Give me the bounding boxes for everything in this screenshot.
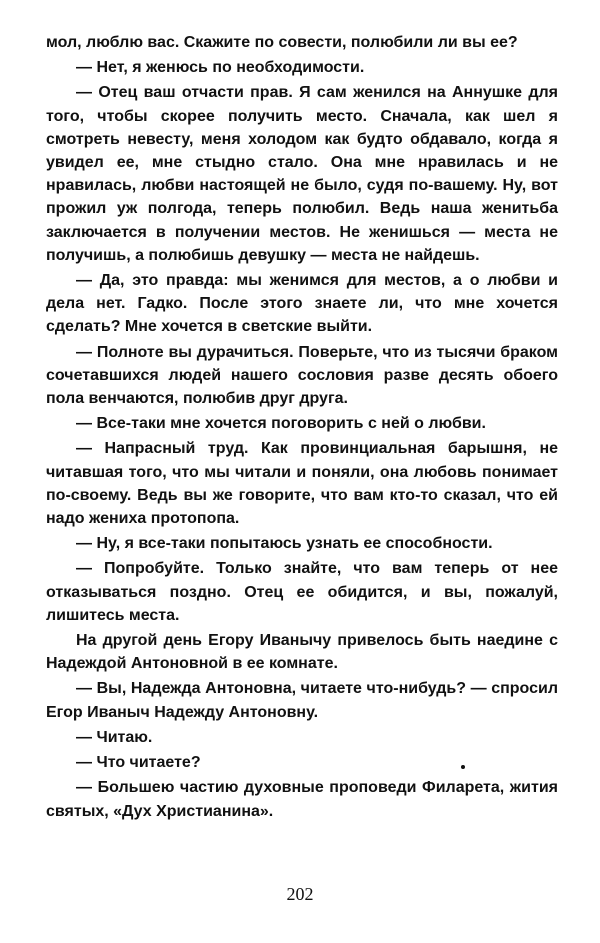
- paragraph: — Читаю.: [76, 728, 153, 746]
- paragraph: — Да, это правда: мы женимся для местов, а о любви и дела нет. Гадко. После этого знаете ли, что мне хочется сделать? Мне хочется в светские выйти.: [46, 272, 558, 336]
- paragraph: — Попробуйте. Только знайте, что вам теперь от нее отказываться поздно. Отец ее обидится, и вы, пожалуй, лишитесь места.: [46, 560, 558, 624]
- paragraph: — Напрасный труд. Как провинциальная барышня, не читавшая того, что мы читали и поняли, она любовь понимает по-своему. Ведь вы же говорите, что вам кто-то сказал, что ей надо жениха протопопа.: [46, 440, 558, 528]
- paragraph: На другой день Егору Иванычу привелось быть наедине с Надеждой Антоновной в ее комнате.: [46, 632, 558, 673]
- paragraph: — Отец ваш отчасти прав. Я сам женился на Аннушке для того, чтобы скорее получить место. Сначала, как шел я смотреть невесту, меня холодом как будто обдавало, когда я увидел ее, мне стыдно стало. Она мне нравилась и не нравилась, любви настоящей не было, судя по-вашему. Ну, вот прожил уж полгода, теперь полюбил. Ведь наша женитьба заключается в получении местов. Не женишься — места не получишь, а полюбишь девушку — места не найдешь.: [46, 84, 558, 264]
- paragraph: — Нет, я женюсь по необходимости.: [76, 59, 365, 77]
- page-number: 202: [286, 884, 314, 904]
- body-text: [46, 31, 558, 825]
- paragraph: — Ну, я все-таки попытаюсь узнать ее способности.: [76, 535, 493, 553]
- ink-speck: [461, 765, 465, 769]
- paragraph: — Вы, Надежда Антоновна, читаете что-нибудь? — спросил Егор Иваныч Надежду Антоновну.: [46, 680, 558, 721]
- paragraph: — Полноте вы дурачиться. Поверьте, что из тысячи браком сочетавшихся людей нашего сословия разве десять обоего пола венчаются, полюбив друг друга.: [46, 343, 558, 408]
- paragraph: — Что читаете?: [76, 754, 201, 772]
- paragraph: мол, люблю вас. Скажите по совести, полюбили ли вы ее?: [46, 34, 518, 51]
- paragraph: — Все-таки мне хочется поговорить с ней о любви.: [76, 415, 486, 433]
- paragraph: — Большею частию духовные проповеди Филарета, жития святых, «Дух Христианина».: [46, 779, 558, 820]
